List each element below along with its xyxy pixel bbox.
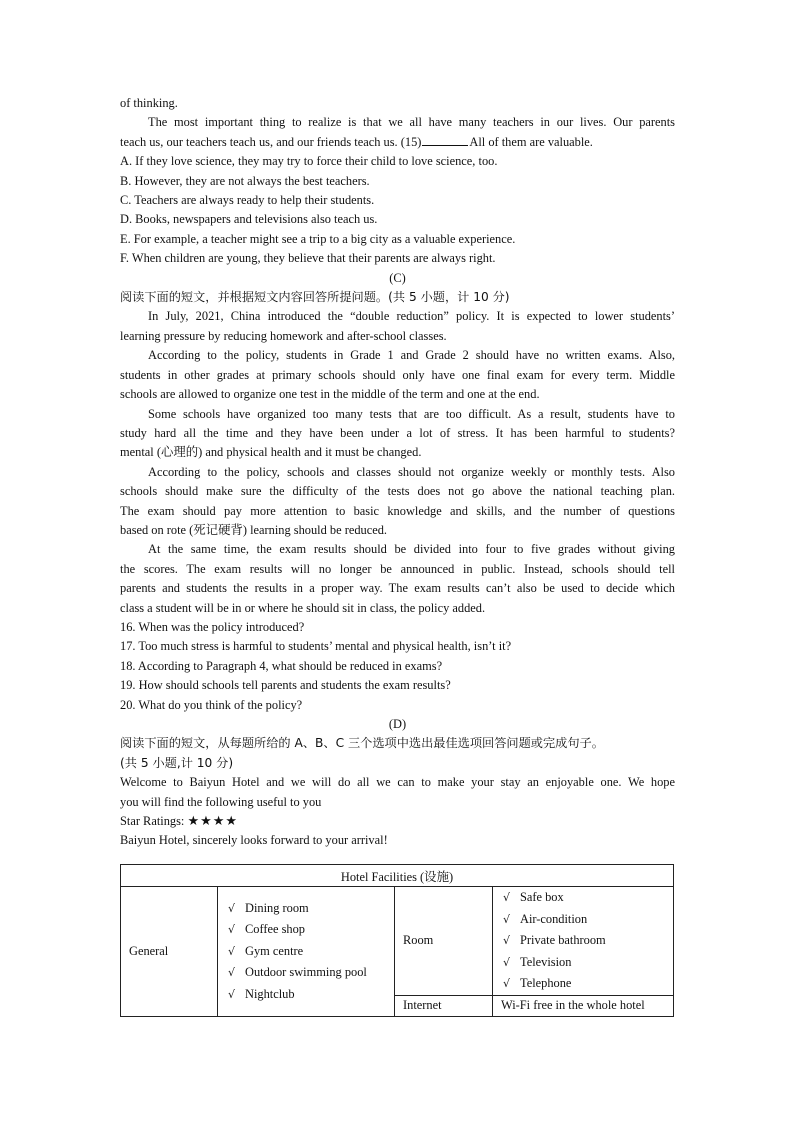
para3-line2: study hard all the time and they have been under a lot of stress. It has been harmful to students? <box>120 425 675 440</box>
room-item-text: Private bathroom <box>520 933 606 948</box>
check-icon: √ <box>503 977 511 991</box>
list-item <box>226 919 394 941</box>
room-items-cell <box>493 887 674 996</box>
general-label-cell <box>121 887 218 1017</box>
general-item-text: Outdoor swimming pool <box>245 965 367 980</box>
passage-b-line-2-post: All of them are valuable. <box>469 134 593 149</box>
para1-line1: In July, 2021, China introduced the “double reduction” policy. It is expected to lower students’ <box>148 309 675 324</box>
table-header-row <box>121 865 674 887</box>
general-item-text: Gym centre <box>245 943 304 958</box>
question-19: 19. How should schools tell parents and students the exam results? <box>120 678 451 693</box>
para4-line3: The exam should pay more attention to basic knowledge and skills, and the number of questions <box>120 503 675 518</box>
welcome-line1: Welcome to Baiyun Hotel and we will do all we can to make your stay an enjoyable one. We hope <box>120 775 675 790</box>
list-item <box>501 952 673 974</box>
list-item <box>501 930 673 952</box>
check-icon: √ <box>503 955 511 969</box>
para3-line1: Some schools have organized too many tests that are too difficult. As a result, students have to <box>148 406 675 421</box>
check-icon: √ <box>228 944 236 958</box>
para5-line4: class a student will be in or where he should sit in class, the policy added. <box>120 600 486 615</box>
section-c-paragraph-4 <box>120 463 675 541</box>
para1-line2: learning pressure by reducing homework and after-school classes. <box>120 328 447 343</box>
check-icon: √ <box>228 923 236 937</box>
room-item-text: Safe box <box>520 890 564 904</box>
general-items-cell <box>218 887 395 1017</box>
list-item <box>501 887 673 909</box>
option-e: E. For example, a teacher might see a trip to a big city as a valuable experience. <box>120 231 516 246</box>
general-label: General <box>129 943 169 958</box>
section-c-label: (C) <box>389 270 406 285</box>
internet-label: Internet <box>403 998 442 1013</box>
question-16: 16. When was the policy introduced? <box>120 619 305 634</box>
hotel-facilities-table <box>120 864 674 1017</box>
table-title-text: Hotel Facilities (设施) <box>340 869 454 884</box>
para5-line2: the scores. The exam results will no longer be announced in public. Instead, schools should tell <box>120 561 675 576</box>
option-d: D. Books, newspapers and televisions also teach us. <box>120 212 378 227</box>
check-icon: √ <box>228 987 236 1001</box>
passage-b-line-1: The most important thing to realize is that we all have many teachers in our lives. Our parents <box>148 115 675 130</box>
list-item <box>226 984 394 1006</box>
room-label-cell <box>395 887 493 996</box>
welcome-line2: you will find the following useful to you <box>120 794 322 809</box>
room-item-text: Television <box>520 954 572 969</box>
general-items-list <box>226 898 394 1006</box>
passage-b-line-2 <box>120 133 675 152</box>
room-label: Room <box>403 933 434 948</box>
option-b: B. However, they are not always the best teachers. <box>120 173 370 188</box>
internet-value-cell <box>493 995 674 1016</box>
section-c-instruction: 阅读下面的短文，并根据短文内容回答所提问题。(共 5 小题，计 10 分) <box>120 290 510 305</box>
list-item <box>226 898 394 920</box>
section-c-paragraph-3 <box>120 405 675 463</box>
list-item <box>226 941 394 963</box>
check-icon: √ <box>503 934 511 948</box>
question-20: 20. What do you think of the policy? <box>120 697 303 712</box>
list-item <box>501 909 673 931</box>
star-ratings-label: Star Ratings: <box>120 814 188 829</box>
check-icon: √ <box>228 901 236 915</box>
section-c-paragraph-5 <box>120 540 675 618</box>
section-c-paragraph-1 <box>120 307 675 346</box>
list-item <box>226 962 394 984</box>
section-d-instruction-line1: 阅读下面的短文，从每题所给的 A、B、C 三个选项中选出最佳选项回答问题或完成句子。 <box>120 736 604 751</box>
table-title <box>121 865 674 887</box>
page-content <box>120 94 675 851</box>
check-icon: √ <box>503 912 511 926</box>
para2-line3: schools are allowed to organize one test in the middle of the term and one at the end. <box>120 387 540 402</box>
para2-line1: According to the policy, students in Grade 1 and Grade 2 should have no written exams. Also, <box>148 348 675 363</box>
option-f: F. When children are young, they believe that their parents are always right. <box>120 251 496 266</box>
option-c: C. Teachers are always ready to help their students. <box>120 193 375 208</box>
para5-line3: parents and students the results in a proper way. The exam results can’t also be used to decide which <box>120 581 675 596</box>
para4-line4: based on rote (死记硬背) learning should be reduced. <box>120 522 388 537</box>
room-items-list <box>501 887 673 995</box>
internet-value: Wi-Fi free in the whole hotel <box>501 998 645 1013</box>
star-icons: ★★★★ <box>187 814 239 830</box>
para5-line1: At the same time, the exam results should be divided into four to five grades without giving <box>148 542 675 557</box>
answer-blank-15[interactable] <box>422 134 468 146</box>
section-d-instruction-line2: (共 5 小题,计 10 分) <box>120 755 234 770</box>
para3-line3: mental (心理的) and physical health and it must be changed. <box>120 445 422 460</box>
para4-line2: schools should make sure the difficulty of the tests does not go above the national teaching plan. <box>120 484 675 499</box>
general-item-text: Coffee shop <box>245 922 305 937</box>
internet-label-cell <box>395 995 493 1016</box>
section-d-label: (D) <box>388 717 407 731</box>
list-item <box>501 973 673 995</box>
para2-line2: students in other grades at primary schools should only have one final exam for every term. Middle <box>120 367 675 382</box>
general-item-text: Nightclub <box>245 986 295 1001</box>
check-icon: √ <box>503 891 511 904</box>
para4-line1: According to the policy, schools and classes should not organize weekly or monthly tests. Also <box>148 464 675 479</box>
closing-line: Baiyun Hotel, sincerely looks forward to your arrival! <box>120 833 388 848</box>
question-18: 18. According to Paragraph 4, what should be reduced in exams? <box>120 658 443 673</box>
passage-b-line-2-pre: teach us, our teachers teach us, and our friends teach us. (15) <box>120 134 422 149</box>
check-icon: √ <box>228 966 236 980</box>
star-ratings <box>120 812 675 831</box>
room-item-text: Telephone <box>520 976 572 991</box>
option-a: A. If they love science, they may try to force their child to love science, too. <box>120 154 498 169</box>
section-c-paragraph-2 <box>120 346 675 404</box>
passage-b-line-0: of thinking. <box>120 96 178 110</box>
general-item-text: Dining room <box>245 900 309 915</box>
question-17: 17. Too much stress is harmful to students’ mental and physical health, isn’t it? <box>120 639 512 654</box>
room-item-text: Air-condition <box>520 911 588 926</box>
table-row <box>121 887 674 996</box>
